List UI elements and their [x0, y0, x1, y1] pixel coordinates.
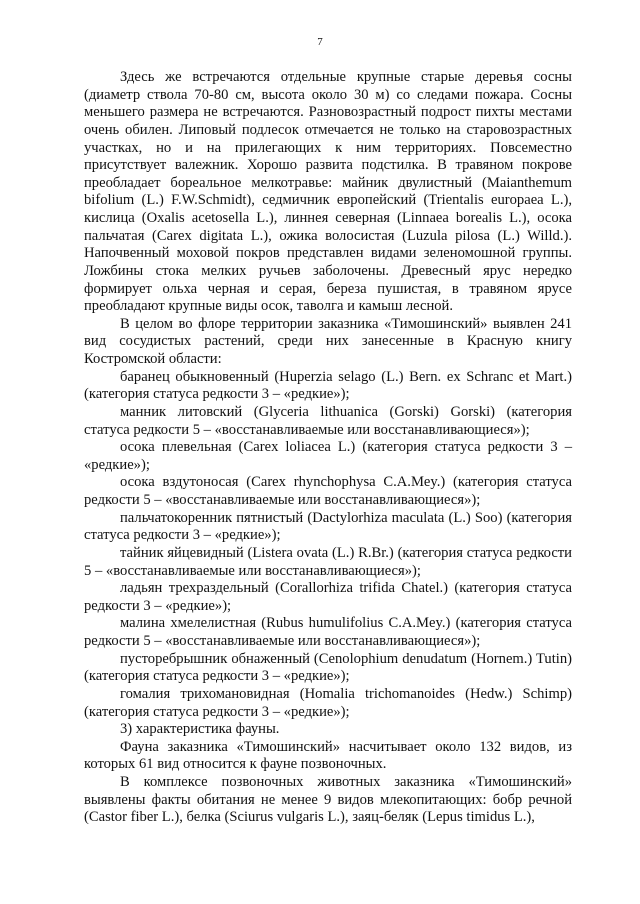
list-item-carex-loliacea: осока плевельная (Carex loliacea L.) (категория статуса редкости 3 – «редкие»);: [84, 439, 572, 473]
list-item-rubus: малина хмелелистная (Rubus humulifolius C.A.Mey.) (категория статуса редкости 5 – «восстанавливаемые или восстанавливающиеся»);: [84, 615, 572, 649]
list-item-glyceria: манник литовский (Glyceria lithuanica (Gorski) Gorski) (категория статуса редкости 5 – «восстанавливаемые или восстанавливающиеся»);: [84, 403, 572, 438]
page-number: 7: [317, 36, 323, 48]
document-body: [84, 69, 572, 827]
paragraph-flora-intro: В целом во флоре территории заказника «Тимошинский» выявлен 241 вид сосудистых растений, среди них занесенные в Красную книгу Костромской области:: [84, 315, 572, 367]
section-heading-fauna: 3) характеристика фауны.: [120, 721, 280, 738]
paragraph-fauna-count: Фауна заказника «Тимошинский» насчитывает около 132 видов, из которых 61 вид относится к фауне позвоночных.: [84, 738, 572, 773]
paragraph-mammals: В комплексе позвоночных животных заказника «Тимошинский» выявлены факты обитания не менее 9 видов млекопитающих: бобр речной (Castor fiber L.), белка (Sciurus vulgaris L.), заяц-беляк (Lepus timidus L.),: [84, 774, 572, 826]
list-item-cenolophium: пусторебрышник обнаженный (Cenolophium denudatum (Hornem.) Tutin) (категория статуса редкости 3 – «редкие»);: [84, 650, 572, 685]
list-item-homalia: гомалия трихомановидная (Homalia trichomanoides (Hedw.) Schimp) (категория статуса редкости 3 – «редкие»);: [84, 685, 572, 720]
list-item-huperzia: баранец обыкновенный (Huperzia selago (L.) Bern. ex Schranc et Mart.) (категория статуса редкости 3 – «редкие»);: [84, 368, 572, 403]
list-item-listera: тайник яйцевидный (Listera ovata (L.) R.Br.) (категория статуса редкости 5 – «восстанавливаемые или восстанавливающиеся»);: [84, 544, 572, 579]
list-item-carex-rhynchophysa: осока вздутоносая (Carex rhynchophysa C.A.Mey.) (категория статуса редкости 5 – «восстанавливаемые или восстанавливающиеся»);: [84, 474, 572, 508]
paragraph-forest-description: Здесь же встречаются отдельные крупные старые деревья сосны (диаметр ствола 70-80 см, высота около 30 м) со следами пожара. Сосны меньшего размера не встречаются. Разновозрастный подрост пихты местами очень обилен. Липовый подлесок отмечается не только на старовозрастных участках, но и на прилегающих к ним территориях. Повсеместно присутствует валежник. Хорошо развита подстилка. В травяном покрове преобладает бореальное мелкотравье: майник двулистный (Maianthemum bifolium (L.) F.W.Schmidt), седмичник европейский (Trientalis europaea L.), кислица (Oxalis acetosella L.), линнея северная (Linnaea borealis L.), осока пальчатая (Carex digitata L.), ожика волосистая (Luzula pilosa (L.) Willd.). Напочвенный моховой покров представлен видами зеленомошной группы. Ложбины стока мелких ручьев заболочены. Древесный ярус нередко формирует ольха черная и серая, береза пушистая, в травяном ярусе преобладают крупные виды осок, таволга и камыш лесной.: [84, 69, 572, 315]
list-item-dactylorhiza: пальчатокоренник пятнистый (Dactylorhiza maculata (L.) Soo) (категория статуса редкости 3 – «редкие»);: [84, 509, 572, 544]
list-item-corallorhiza: ладьян трехраздельный (Corallorhiza trifida Chatel.) (категория статуса редкости 3 – «редкие»);: [84, 580, 572, 614]
